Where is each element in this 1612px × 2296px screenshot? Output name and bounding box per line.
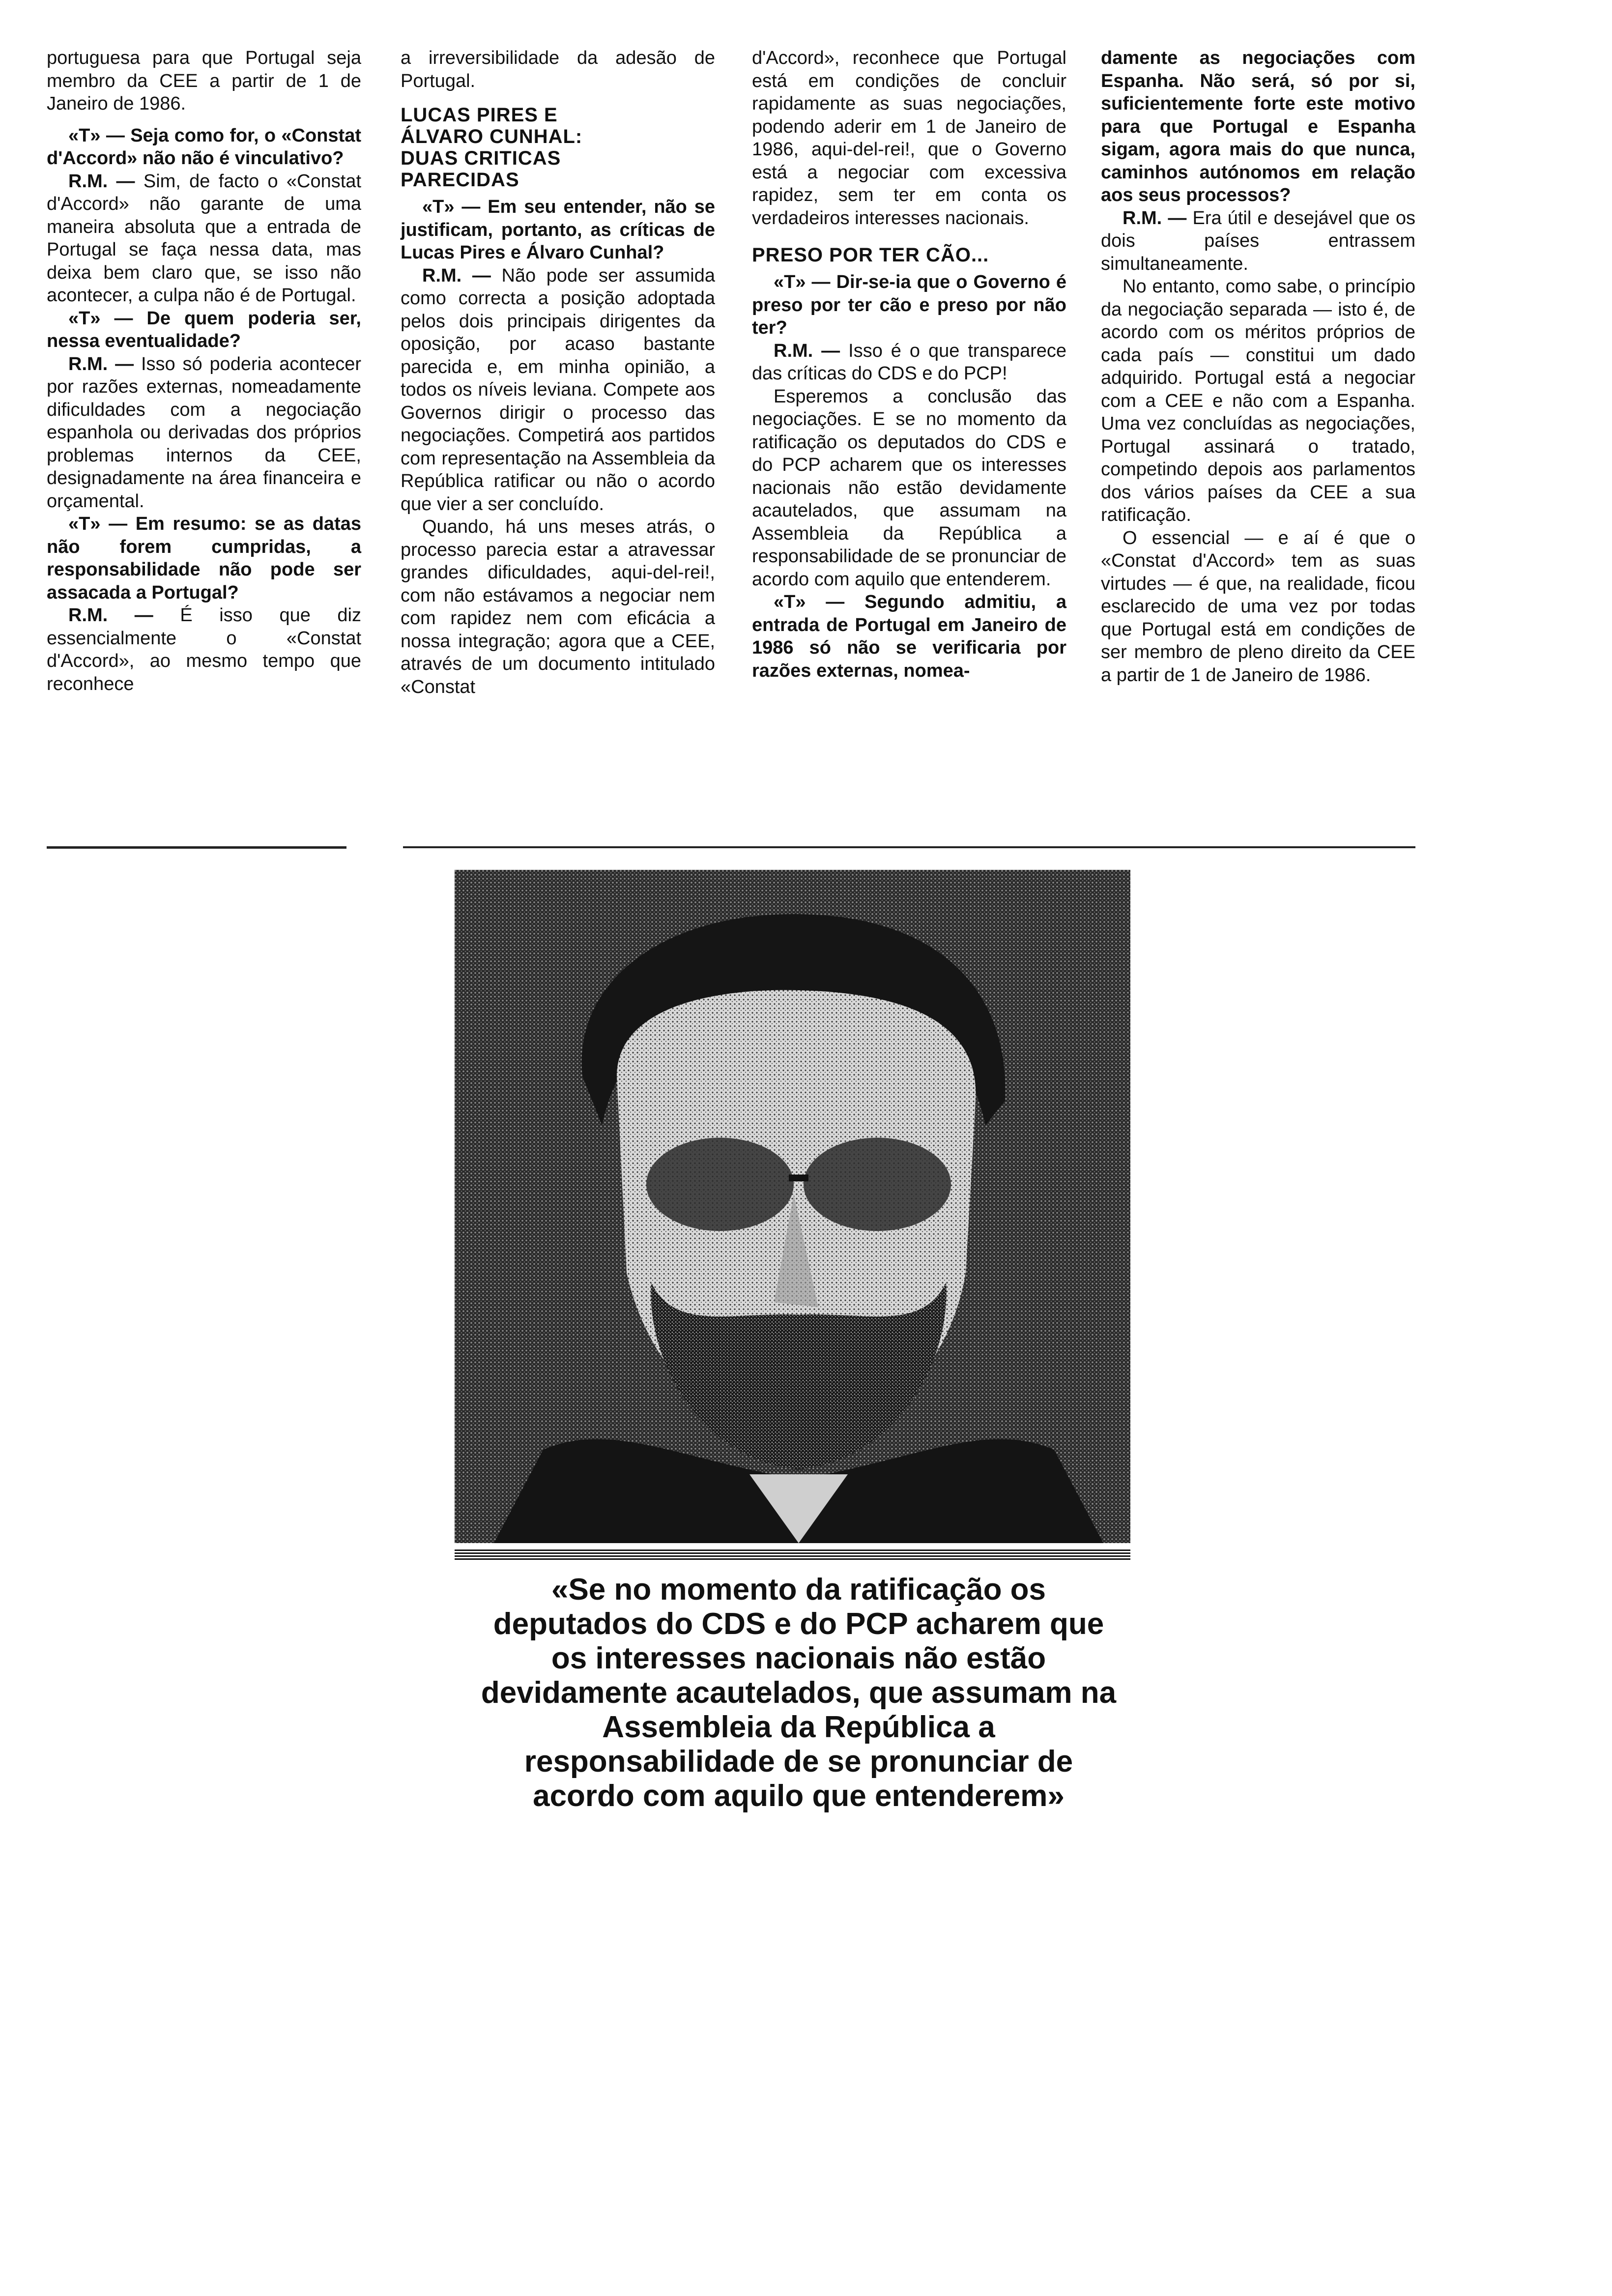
portrait-image [455, 870, 1130, 1543]
paragraph: a irreversibilidade da adesão de Portugal. [401, 48, 715, 91]
paragraph: No entanto, como sabe, o princípio da negociação separada — isto é, de acordo com os méritos próprios de cada país — constitui um dado adquirido. Portugal está a negociar com a CEE e não com a Espanha. Uma vez concluídas as negociações, Portugal assinará o tratado, competindo depois aos parlamentos dos vários países da CEE a sua ratificação. [1101, 276, 1415, 525]
question: «T» — Em resumo: se as datas não forem cumpridas, a responsabilidade não pode ser assacada a Portugal? [47, 514, 361, 603]
portrait-photo [455, 870, 1130, 1543]
question: «T» — Segundo admitiu, a entrada de Portugal em Janeiro de 1986 só não se verificaria por razões externas, nomea- [752, 592, 1066, 681]
article-column-2 [401, 47, 715, 698]
article-column-4 [1101, 47, 1415, 687]
paragraph: Quando, há uns meses atrás, o processo parecia estar a atravessar grandes dificuldades, aqui-del-rei!, com não estávamos a negociar nem com rapidez nem com eficácia a nossa integração; agora que a CEE, através de um documento intitulado «Constat [401, 517, 715, 697]
answer: R.M. — Não pode ser assumida como correcta a posição adoptada pelos dois principais dirigentes da oposição, por acaso bastante parecida e, em minha opinião, a todos os níveis leviana. Compete aos Governos dirigir o processo das negociações. Competirá aos partidos com representação na Assembleia da República ratificar ou não o acordo que vier a ser concluído. [401, 265, 715, 515]
paragraph: portuguesa para que Portugal seja membro da CEE a partir de 1 de Janeiro de 1986. [47, 48, 361, 114]
article-column-3 [752, 47, 1066, 682]
photo-caption-box [455, 1548, 1155, 1816]
answer: R.M. — Sim, de facto o «Constat d'Accord» não garante de uma maneira absoluta que a entrada de Portugal se faça nessa data, mas deixa bem claro que, se isso não acontecer, a culpa não é de Portugal. [47, 171, 361, 306]
column-bottom-rule [47, 846, 346, 849]
question: «T» — Em seu entender, não se justificam, portanto, as críticas de Lucas Pires e Álvaro Cunhal? [401, 197, 715, 263]
caption-top-bar [455, 1548, 1130, 1560]
question: «T» — De quem poderia ser, nessa eventualidade? [47, 308, 361, 351]
answer: R.M. — Era útil e desejável que os dois países entrassem simultaneamente. [1101, 207, 1415, 274]
column-bottom-rule [403, 846, 1415, 848]
photo-caption: «Se no momento da ratificação os deputados do CDS e do PCP acharem que os interesses nacionais não estão devidamente acautelados, que assumam na Assembleia da República a responsabilidade de se pronunciar de acordo com aquilo que entenderem» [481, 1573, 1117, 1813]
answer: R.M. — É isso que diz essencialmente o «Constat d'Accord», ao mesmo tempo que reconhece [47, 605, 361, 694]
question-continued: damente as negociações com Espanha. Não será, só por si, suficientemente forte este motivo para que Portugal e Espanha sigam, agora mais do que nunca, caminhos autónomos em relação aos seus processos? [1101, 48, 1415, 205]
question: «T» — Seja como for, o «Constat d'Accord» não não é vinculativo? [47, 125, 361, 169]
answer: R.M. — Isso só poderia acontecer por razões externas, nomeadamente dificuldades com a negociação espanhola ou derivadas dos próprios problemas internos da CEE, designadamente na área financeira e orçamental. [47, 353, 361, 512]
paragraph: O essencial — e aí é que o «Constat d'Accord» tem as suas virtudes — é que, na realidade, ficou esclarecido de uma vez por todas que Portugal está em condições de ser membro de pleno direito da CEE a partir de 1 de Janeiro de 1986. [1101, 527, 1415, 686]
question: «T» — Dir-se-ia que o Governo é preso por ter cão e preso por não ter? [752, 272, 1066, 338]
paragraph: d'Accord», reconhece que Portugal está em condições de concluir rapidamente as suas negociações, podendo aderir em 1 de Janeiro de 1986, aqui-del-rei!, que o Governo está a negociar com excessiva rapidez, sem ter em conta os verdadeiros interesses nacionais. [752, 48, 1066, 229]
section-heading: LUCAS PIRES E ÁLVARO CUNHAL: DUAS CRITICAS PARECIDAS [401, 104, 583, 191]
section-heading: PRESO POR TER CÃO... [752, 244, 989, 266]
paragraph: Esperemos a conclusão das negociações. E se no momento da ratificação os deputados do CDS e do PCP acharem que os interesses nacionais não estão devidamente acautelados, que assumam na Assembleia da República a responsabilidade de se pronunciar de acordo com aquilo que entenderem. [752, 386, 1066, 590]
answer: R.M. — Isso é o que transparece das críticas do CDS e do PCP! [752, 340, 1066, 384]
article-column-1 [47, 47, 361, 695]
